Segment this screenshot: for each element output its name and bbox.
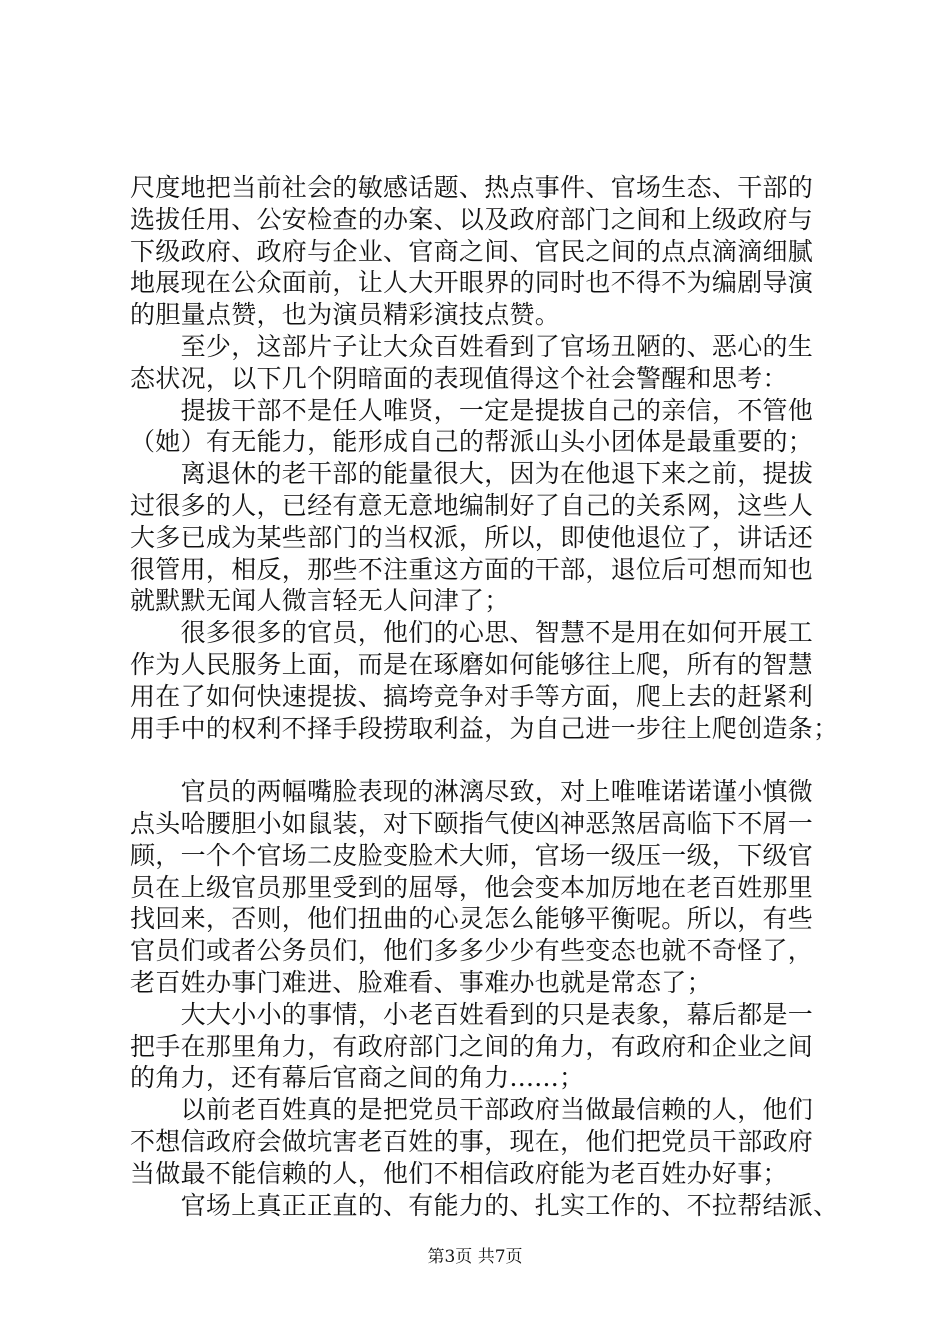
text-line: 以前老百姓真的是把党员干部政府当做最信赖的人，他们 bbox=[130, 1095, 814, 1125]
text-line: 过很多的人，已经有意无意地编制好了自己的关系网，这些人 bbox=[130, 490, 814, 520]
body-text bbox=[130, 172, 839, 1221]
text-line: 很管用，相反，那些不注重这方面的干部，退位后可想而知也 bbox=[130, 554, 814, 584]
text-line: 提拔干部不是任人唯贤，一定是提拔自己的亲信，不管他 bbox=[130, 395, 814, 425]
text-line: 顾，一个个官场二皮脸变脸术大师，官场一级压一级，下级官 bbox=[130, 840, 814, 870]
text-line: 员在上级官员那里受到的屈辱，他会变本加厉地在老百姓那里 bbox=[130, 872, 814, 902]
text-line: 的角力，还有幕后官商之间的角力......； bbox=[130, 1063, 585, 1093]
text-line: 官场上真正正直的、有能力的、扎实工作的、不拉帮结派、 bbox=[130, 1190, 839, 1220]
text-line: 下级政府、政府与企业、官商之间、官民之间的点点滴滴细腻 bbox=[130, 236, 814, 266]
text-line: 选拔任用、公安检查的办案、以及政府部门之间和上级政府与 bbox=[130, 204, 814, 234]
text-line: 不想信政府会做坑害老百姓的事，现在，他们把党员干部政府 bbox=[130, 1126, 814, 1156]
text-line: 地展现在公众面前，让人大开眼界的同时也不得不为编剧导演 bbox=[130, 268, 814, 298]
text-line: 作为人民服务上面，而是在琢磨如何能够往上爬，所有的智慧 bbox=[130, 649, 814, 679]
text-line: 找回来，否则，他们扭曲的心灵怎么能够平衡呢。所以，有些 bbox=[130, 904, 814, 934]
text-line: 大多已成为某些部门的当权派，所以，即使他退位了，讲话还 bbox=[130, 522, 814, 552]
text-line: 的胆量点赞，也为演员精彩演技点赞。 bbox=[130, 300, 561, 330]
text-line: 官员的两幅嘴脸表现的淋漓尽致，对上唯唯诺诺谨小慎微 bbox=[130, 777, 814, 807]
text-line: 尺度地把当前社会的敏感话题、热点事件、官场生态、干部的 bbox=[130, 173, 814, 202]
text-line: 至少，这部片子让大众百姓看到了官场丑陋的、恶心的生 bbox=[130, 331, 814, 361]
text-line: 很多很多的官员，他们的心思、智慧不是用在如何开展工 bbox=[130, 618, 814, 648]
text-line: 把手在那里角力，有政府部门之间的角力，有政府和企业之间 bbox=[130, 1031, 814, 1061]
text-line: （她）有无能力，能形成自己的帮派山头小团体是最重要的； bbox=[130, 427, 814, 457]
text-line: 大大小小的事情，小老百姓看到的只是表象，幕后都是一 bbox=[130, 999, 814, 1029]
text-line: 用在了如何快速提拔、搞垮竞争对手等方面，爬上去的赶紧利 bbox=[130, 681, 814, 711]
text-line: 离退休的老干部的能量很大，因为在他退下来之前，提拔 bbox=[130, 459, 814, 489]
text-line: 就默默无闻人微言轻无人问津了； bbox=[130, 586, 510, 616]
text-line: 态状况，以下几个阴暗面的表现值得这个社会警醒和思考： bbox=[130, 363, 788, 393]
text-line: 点头哈腰胆小如鼠装，对下颐指气使凶神恶煞居高临下不屑一 bbox=[130, 808, 814, 838]
text-line: 用手中的权利不择手段捞取利益，为自己进一步往上爬创造条； bbox=[130, 713, 839, 743]
text-line: 老百姓办事门难进、脸难看、事难办也就是常态了； bbox=[130, 967, 712, 997]
blank-line bbox=[130, 744, 835, 776]
text-line: 当做最不能信赖的人，他们不相信政府能为老百姓办好事； bbox=[130, 1158, 788, 1188]
page-number-footer: 第3页 共7页 bbox=[427, 1247, 523, 1267]
text-line: 官员们或者公务员们，他们多多少少有些变态也就不奇怪了， bbox=[130, 936, 814, 966]
